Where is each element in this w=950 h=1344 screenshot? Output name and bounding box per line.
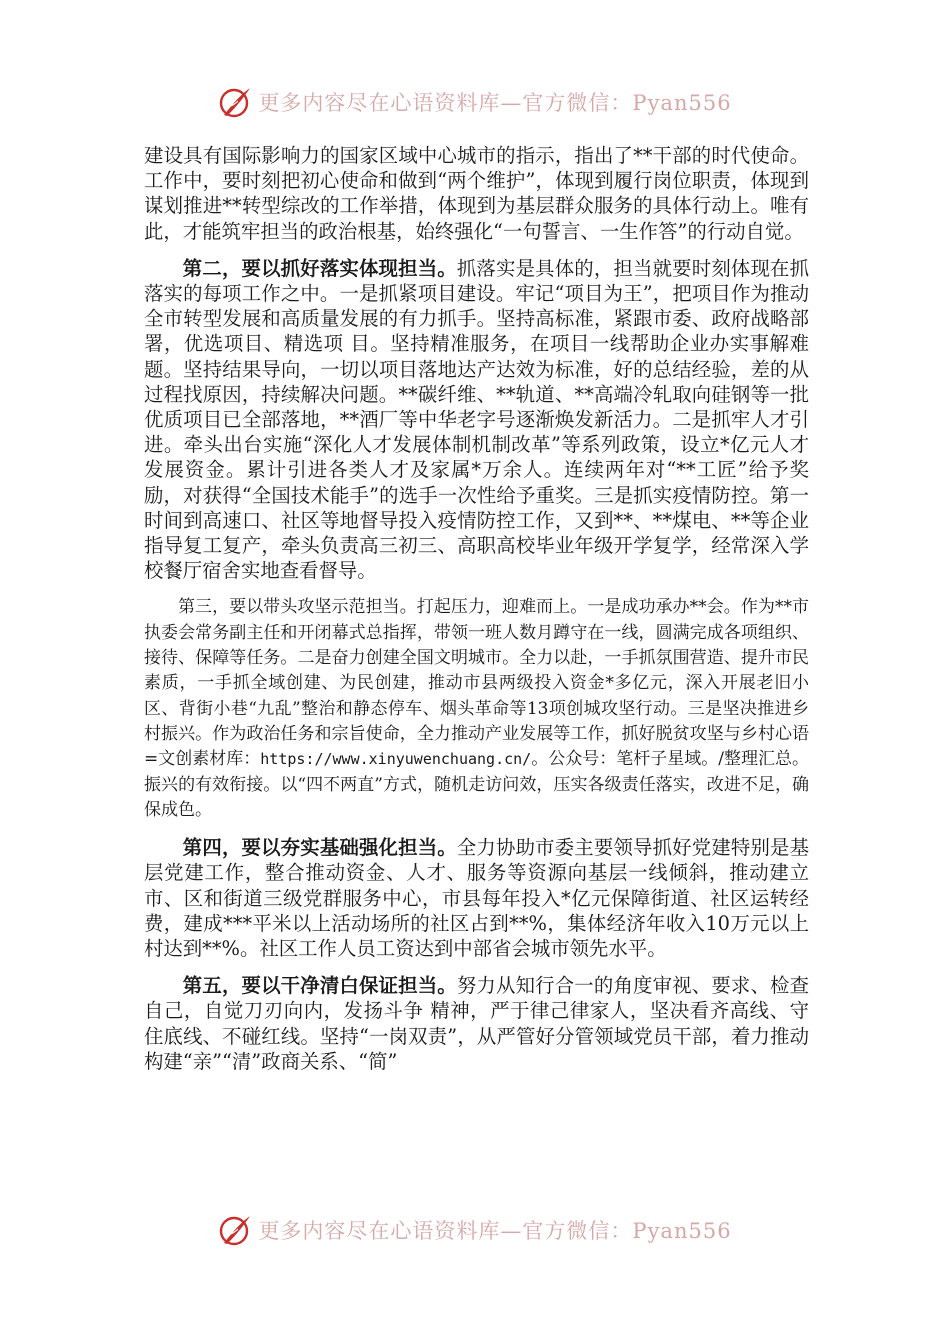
paragraph-text: 第三，要以带头攻坚示范担当。打起压力，迎难而上。一是成功承办**会。作为**市执委会常务副主任和开闭幕式总指挥，带领一班人数月蹲守在一线，圆满完成各项组织、接待、保障等任务。二是奋力创建全国文明城市。全力以赴，一手抓氛围营造、提升市民素质，一手抓全域创建、为民创建，推动市县两级投入资金*多亿元，深入开展老旧小区、背街小巷“九乱”整治和静态停车、烟头革命等13项创城攻坚行动。三是坚决推进乡村振兴。作为政治任务和宗旨使命，全力推动产业发展等工作，抓好脱贫攻坚与乡村心语=文创素材库： — [144, 597, 809, 770]
footer-banner — [0, 1210, 950, 1250]
source-url: https://www.xinyuwenchuang.cn/ — [260, 750, 532, 769]
paragraph-third — [144, 595, 809, 823]
paragraph-text: 全力协助市委主要领导抓好党建特别是基层党建工作，整合推动资金、人才、服务等资源向基层一线倾斜，推动建立市、区和街道三级党群服务中心，市县每年投入*亿元保障街道、社区运转经费，建成***平米以上活动场所的社区占到**%，集体经济年收入10万元以上村达到**%。社区工作人员工资达到中部省会城市领先水平。 — [144, 836, 810, 960]
paragraph-fifth — [144, 973, 809, 1074]
paragraph-second — [144, 256, 809, 584]
paragraph-text: 努力从知行合一的角度审视、要求、检查自己，自觉刀刃向内，发扬斗争 精神，严于律己律家人，坚决看齐高线、守住底线、不碰红线。坚持“一岗双责”，从严管好分管领域党员干部，着力推动构建“亲”“清”政商关系、“简” — [144, 974, 810, 1073]
paragraph-text: 抓落实是具体的，担当就要时刻体现在抓落实的每项工作之中。一是抓紧项目建设。牢记“项目为王”，把项目作为推动全市转型发展和高质量发展的有力抓手。坚持高标准，紧跟市委、政府战略部署，优选项目、精选项 目。坚持精准服务，在项目一线帮助企业办实事解难题。坚持结果导向，一切以项目落地达产达效为标准，好的总结经验，差的从过程找原因，持续解决问题。**碳纤维、**轨道、**高端冷轧取向硅钢等一批优质项目已全部落地，**酒厂等中华老字号逐渐焕发新活力。二是抓牢人才引进。牵头出台实施“深化人才发展体制机制改革”等系列政策，设立*亿元人才发展资金。累计引进各类人才及家属*万余人。连续两年对“**工匠”给予奖励，对获得“全国技术能手”的选手一次性给予重奖。三是抓实疫情防控。第一时间到高速口、社区等地督导投入疫情防控工作，又到**、**煤电、**等企业指导复工复产，牵头负责高三初三、高职高校毕业年级开学复学，经常深入学校餐厅宿舍实地查看督导。 — [144, 256, 810, 583]
quill-logo-icon — [218, 85, 252, 119]
paragraph-intro: 建设具有国际影响力的国家区域中心城市的指示，指出了**干部的时代使命。工作中，要时刻把初心使命和做到“两个维护”，体现到履行岗位职责，体现到谋划推进**转型综改的工作举措，体现到为基层群众服务的具体行动上。唯有此，才能筑牢担当的政治根基，始终强化“一句誓言、一生作答”的行动自觉。 — [144, 144, 809, 243]
header-banner — [0, 82, 950, 122]
document-body — [144, 143, 809, 1074]
banner-text: 更多内容尽在心语资料库—官方微信：Pyan556 — [258, 1219, 732, 1243]
paragraph-heading: 第五，要以干净清白保证担当。 — [182, 974, 457, 998]
paragraph-heading: 第二，要以抓好落实体现担当。 — [182, 256, 457, 280]
quill-logo-icon — [218, 1213, 252, 1247]
paragraph-fourth — [144, 835, 809, 961]
paragraph-text: 。公众号：笔杆子星域。/整理汇总。振兴的有效衔接。以“四不两直”方式，随机走访问效，压实各级责任落实，改进不足，确保成色。 — [144, 749, 810, 820]
paragraph-heading: 第四，要以夯实基础强化担当。 — [182, 836, 457, 860]
banner-text: 更多内容尽在心语资料库—官方微信：Pyan556 — [258, 91, 732, 115]
